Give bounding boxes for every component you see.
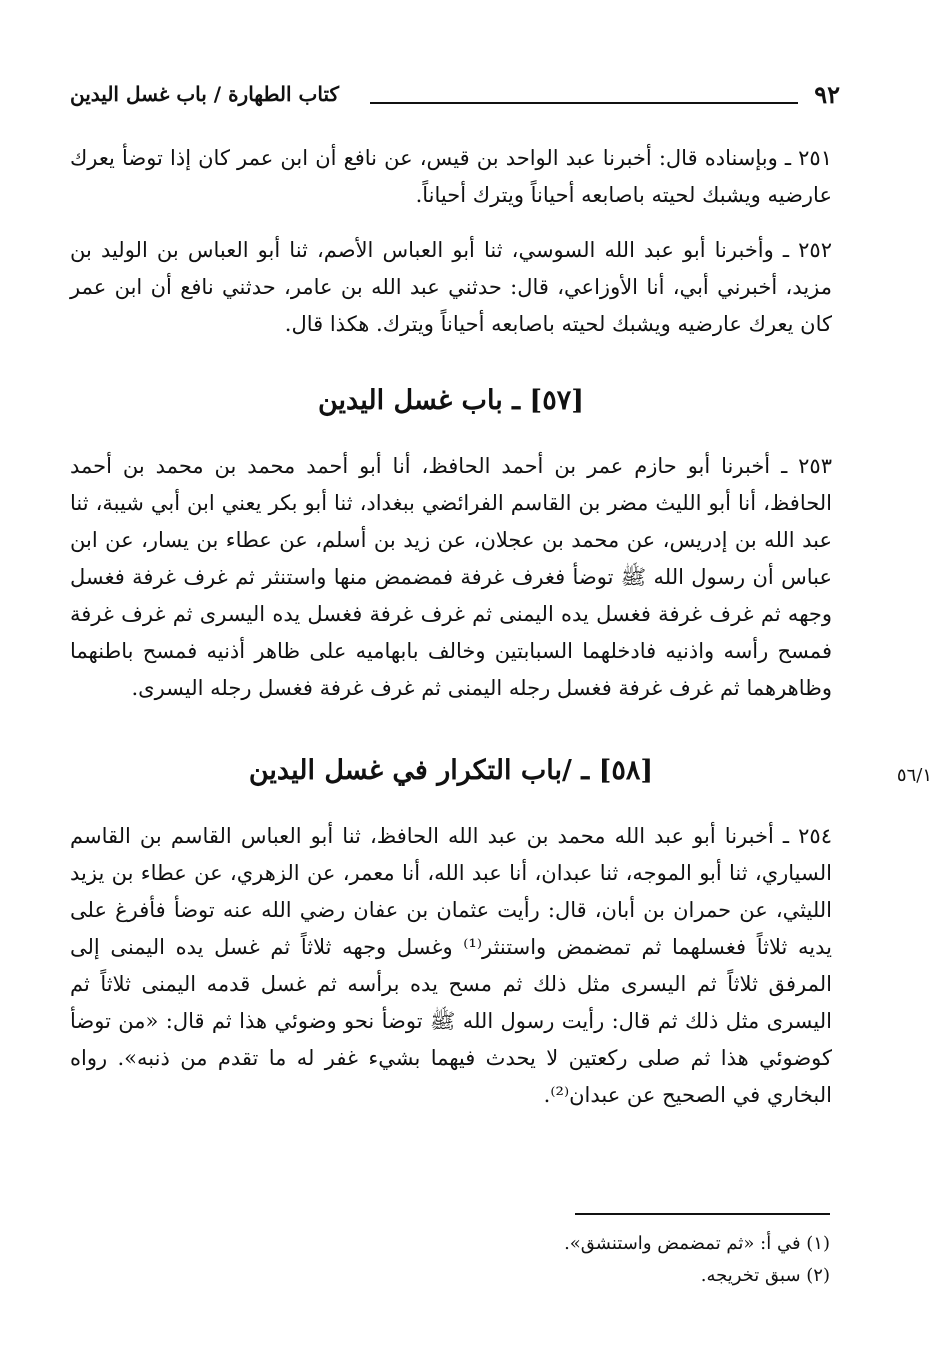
manuscript-folio-ref: ٥٦/١ [896, 765, 932, 786]
footnote-2: (٢) سبق تخريجه. [700, 1265, 830, 1286]
footnote-rule [575, 1213, 830, 1215]
hadith-253: ٢٥٣ ـ أخبرنا أبو حازم عمر بن أحمد الحافظ، أنا أبو أحمد محمد بن محمد بن أحمد الحافظ، أنا أبو الليث مضر بن القاسم الفرائضي ببغداد، ثنا أبو بكر يعني ابن أبي شيبة، ثنا عبد الله بن إدريس، عن محمد بن عجلان، عن زيد بن أسلم، عن عطاء بن يسار، عن ابن عباس أن رسول الله ﷺ توضأ فغرف غرفة فمضمض منها واستنثر ثم غرف غرفة فغسل وجهه ثم غرف غرفة فغسل يده اليمنى ثم غرف غرفة فغسل يده اليسرى ثم غرف غرفة فمسح رأسه واذنيه فادخلهما السبابتين وخالف بابهاميه على ظاهر أذنيه فمسح باطنهما وظاهرهما ثم غرف غرفة فغسل رجله اليمنى ثم غرف غرفة فغسل رجله اليسرى. [70, 454, 832, 700]
running-title: كتاب الطهارة / باب غسل اليدين [70, 82, 340, 106]
page-number: ٩٢ [814, 80, 840, 109]
footnote-1: (١) في أ: «ثم تمضمض واستنشق». [564, 1233, 830, 1254]
hadith-251: ٢٥١ ـ وبإسناده قال: أخبرنا عبد الواحد بن قيس، عن نافع أن ابن عمر كان إذا توضأ يعرك عارضيه ويشبك لحيته باصابعه أحياناً ويترك أحياناً. [70, 146, 832, 207]
chapter-heading-57: [٥٧] ـ باب غسل اليدين [317, 385, 584, 416]
hadith-254: ٢٥٤ ـ أخبرنا أبو عبد الله محمد بن عبد الله الحافظ، ثنا أبو العباس القاسم بن القاسم السياري، ثنا أبو الموجه، ثنا عبدان، أنا عبد الله، أنا معمر، عن الزهري، عن عطاء بن يزيد الليثي، عن حمران بن أبان، قال: رأيت عثمان بن عفان رضي الله عنه توضأ فأفرغ على يديه ثلاثاً فغسلهما ثم تمضمض واستنثر⁽¹⁾ وغسل وجهه ثلاثاً ثم غسل يده اليمنى إلى المرفق ثلاثاً ثم اليسرى مثل ذلك ثم مسح يده برأسه ثم غسل قدمه اليمنى ثلاثاً ثم اليسرى مثل ذلك ثم قال: رأيت رسول الله ﷺ توضأ نحو وضوئي هذا ثم قال: «من توضأ كوضوئي هذا ثم صلى ركعتين لا يحدث فيهما بشيء غفر له ما تقدم من ذنبه». رواه البخاري في الصحيح عن عبدان⁽²⁾. [70, 824, 833, 1107]
hadith-252: ٢٥٢ ـ وأخبرنا أبو عبد الله السوسي، ثنا أبو العباس الأصم، ثنا أبو العباس بن الوليد بن مزيد، أخبرني أبي، أنا الأوزاعي، قال: حدثني عبد الله بن عامر، حدثني نافع أن ابن عمر كان يعرك عارضيه ويشبك لحيته باصابعه أحياناً ويترك. هكذا قال. [70, 238, 833, 336]
chapter-heading-58: [٥٨] ـ /باب التكرار في غسل اليدين [248, 755, 654, 786]
page-header [70, 80, 840, 120]
header-rule [370, 102, 798, 104]
